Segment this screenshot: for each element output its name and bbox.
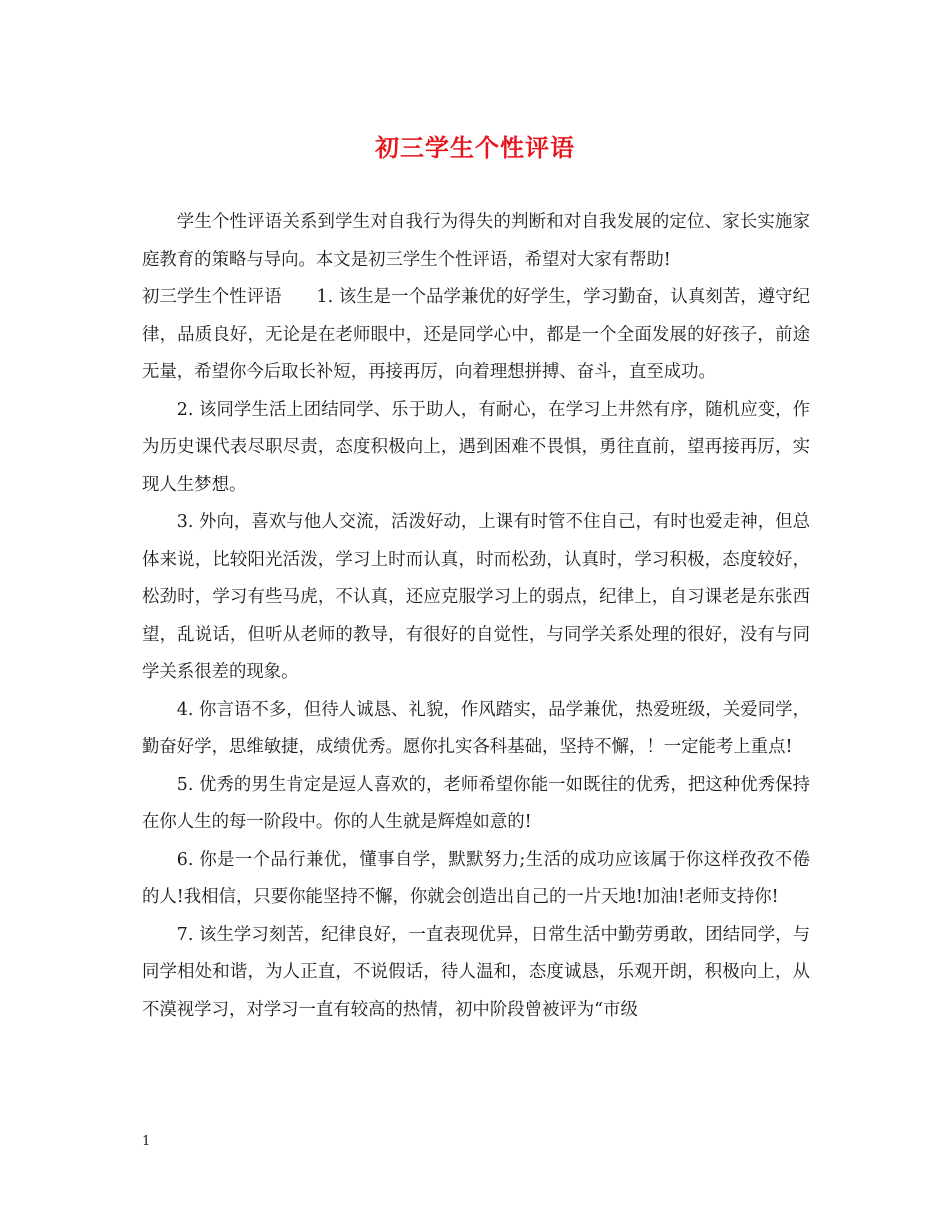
paragraph-4: 4. 你言语不多，但待人诚恳、礼貌，作风踏实，品学兼优，热爱班级，关爱同学，勤奋好学，思维敏捷，成绩优秀。愿你扎实各科基础，坚持不懈，！一定能考上重点! <box>142 699 810 757</box>
document-title: 初三学生个性评语 <box>375 133 575 162</box>
paragraph-6: 6. 你是一个品行兼优，懂事自学，默默努力;生活的成功应该属于你这样孜孜不倦的人!我相信，只要你能坚持不懈，你就会创造出自己的一片天地!加油!老师支持你! <box>142 849 810 907</box>
document-body <box>142 204 810 1029</box>
paragraph-1: 初三学生个性评语 1. 该生是一个品学兼优的好学生，学习勤奋，认真刻苦，遵守纪律，品质良好，无论是在老师眼中，还是同学心中，都是一个全面发展的好孩子，前途无量，希望你今后取长补短，再接再厉，向着理想拼搏、奋斗，直至成功。 <box>142 287 810 382</box>
page-number: 1 <box>142 1134 151 1149</box>
paragraph-3: 3. 外向，喜欢与他人交流，活泼好动，上课有时管不住自己，有时也爱走神，但总体来说，比较阳光活泼，学习上时而认真，时而松劲，认真时，学习积极，态度较好，松劲时，学习有些马虎，不认真，还应克服学习上的弱点，纪律上，自习课老是东张西望，乱说话，但听从老师的教导，有很好的自觉性，与同学关系处理的很好，没有与同学关系很差的现象。 <box>142 512 810 682</box>
paragraph-5: 5. 优秀的男生肯定是逗人喜欢的，老师希望你能一如既往的优秀，把这种优秀保持在你人生的每一阶段中。你的人生就是辉煌如意的! <box>142 774 810 832</box>
intro-paragraph: 学生个性评语关系到学生对自我行为得失的判断和对自我发展的定位、家长实施家庭教育的策略与导向。本文是初三学生个性评语，希望对大家有帮助! <box>142 212 810 270</box>
paragraph-7: 7. 该生学习刻苦，纪律良好，一直表现优异，日常生活中勤劳勇敢，团结同学，与同学相处和谐，为人正直，不说假话，待人温和，态度诚恳，乐观开朗，积极向上，从不漠视学习，对学习一直有较高的热情，初中阶段曾被评为“市级 <box>142 924 810 1020</box>
paragraph-2: 2. 该同学生活上团结同学、乐于助人，有耐心，在学习上井然有序，随机应变，作为历史课代表尽职尽责，态度积极向上，遇到困难不畏惧，勇往直前，望再接再厉，实现人生梦想。 <box>142 399 810 495</box>
